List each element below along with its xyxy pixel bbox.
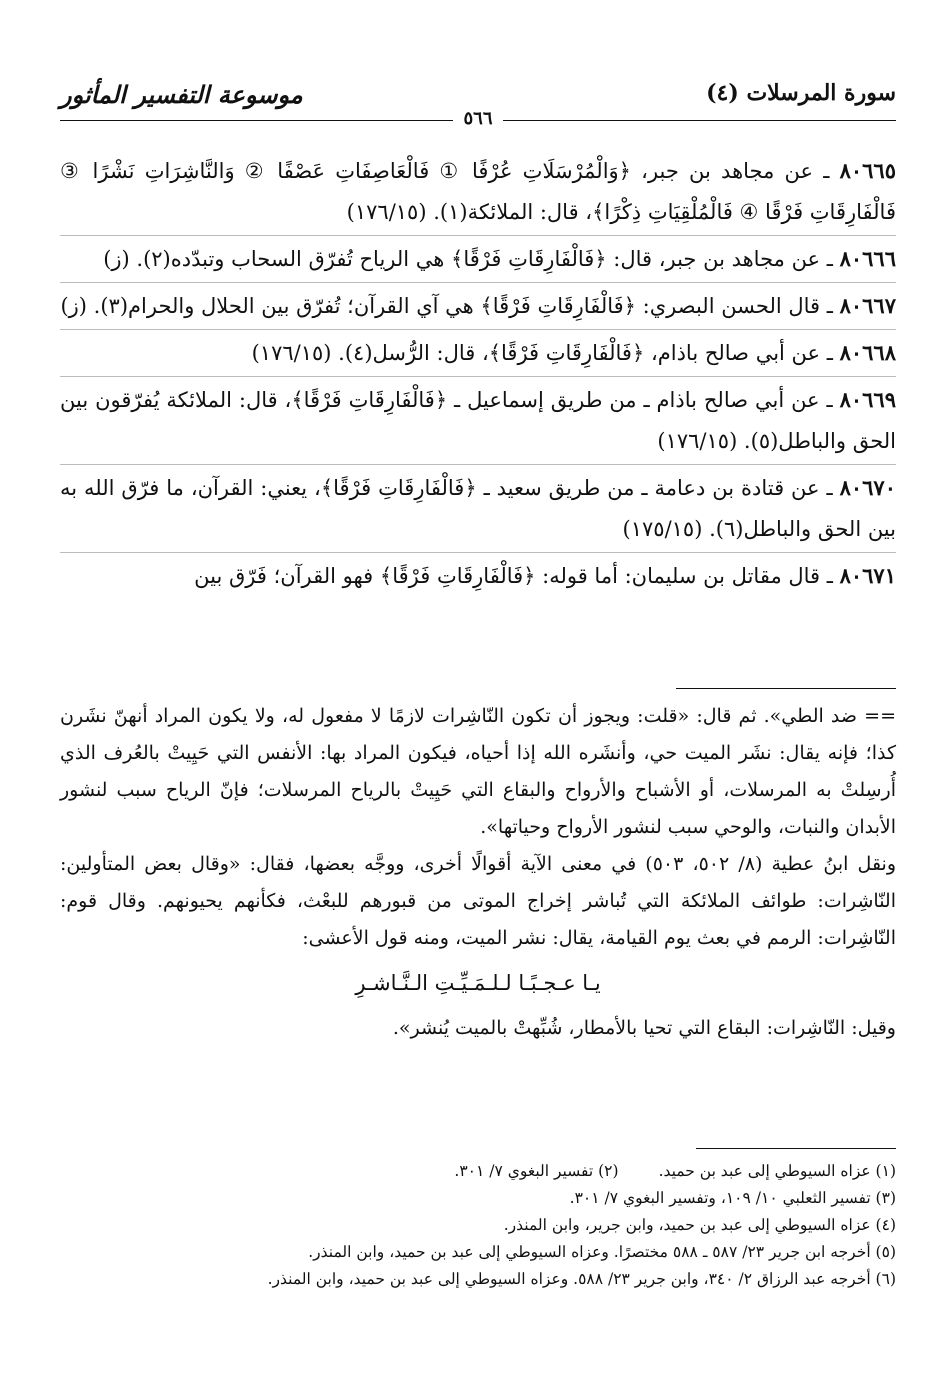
entry bbox=[60, 148, 896, 236]
entry-number: ٨٠٦٧١ bbox=[839, 563, 896, 588]
book-title: موسوعة التفسير المأثور bbox=[60, 80, 303, 109]
footnote-row bbox=[60, 1158, 896, 1185]
entry-text: ـ عن أبي صالح باذام، ﴿فَالْفَارِقَاتِ فَرْقًا﴾، قال: الرُّسل(٤). (١٧٦/١٥) bbox=[251, 341, 833, 365]
entry bbox=[60, 465, 896, 553]
entry-text: ـ عن مجاهد بن جبر، ﴿وَالْمُرْسَلَاتِ عُرْفًا ① فَالْعَاصِفَاتِ عَصْفًا ② وَالنَّاشِرَاتِ نَشْرًا ③ فَالْفَارِقَاتِ فَرْقًا ④ فَالْمُلْقِيَاتِ ذِكْرًا﴾، قال: الملائكة(١). (١٧٦/١٥) bbox=[60, 159, 896, 224]
entry-text: ـ عن أبي صالح باذام ـ من طريق إسماعيل ـ ﴿فَالْفَارِقَاتِ فَرْقًا﴾، قال: الملائكة يُفرّقون بين الحق والباطل(٥). (١٧٦/١٥) bbox=[60, 388, 896, 453]
entry-text: ـ قال الحسن البصري: ﴿فَالْفَارِقَاتِ فَرْقًا﴾ هي آي القرآن؛ تُفرّق بين الحلال والحرام(٣). (ز) bbox=[60, 294, 833, 318]
surah-title: سورة المرسلات (٤) bbox=[706, 80, 896, 106]
main-text bbox=[60, 148, 896, 599]
footnote: (١) عزاه السيوطي إلى عبد بن حميد. bbox=[658, 1162, 896, 1180]
footnote: (٢) تفسير البغوي ٧/ ٣٠١. bbox=[454, 1162, 619, 1180]
footnote-separator bbox=[696, 1148, 896, 1149]
entry bbox=[60, 236, 896, 283]
entry-number: ٨٠٦٦٦ bbox=[839, 246, 896, 271]
entry-text: ـ قال مقاتل بن سليمان: أما قوله: ﴿فَالْفَارِقَاتِ فَرْقًا﴾ فهو القرآن؛ فَرّق بين bbox=[194, 564, 833, 588]
footnote: (٦) أخرجه عبد الرزاق ٢/ ٣٤٠، وابن جرير ٢٣/ ٥٨٨. وعزاه السيوطي إلى عبد بن حميد، وابن المنذر. bbox=[267, 1270, 896, 1288]
commentary-note bbox=[60, 698, 896, 1047]
page bbox=[60, 70, 897, 1288]
entry bbox=[60, 377, 896, 465]
note-paragraph: ونقل ابنُ عطية (٨/ ٥٠٢، ٥٠٣) في معنى الآية أقوالًا أخرى، ووجَّه بعضها، فقال: «وقال بعض المتأولين: النّاشِرات: طوائف الملائكة التي تُباشر إخراج الموتى من قبورهم للبعْث، فكأنهم يحيونهم. وقال قوم: النّاشِرات: الرمم في بعث يوم القيامة، يقال: نشر الميت، ومنه قول الأعشى: bbox=[60, 853, 897, 949]
entry-number: ٨٠٦٦٩ bbox=[839, 387, 896, 412]
entry-number: ٨٠٦٦٧ bbox=[839, 293, 896, 318]
footnotes bbox=[60, 1158, 896, 1293]
entry-number: ٨٠٦٦٨ bbox=[839, 340, 896, 365]
entry bbox=[60, 330, 896, 377]
entry bbox=[60, 553, 896, 599]
poem-line: يـا عـجـبًـا لـلـمَـيِّـتِ الـنَّـاشـرِ bbox=[355, 971, 601, 995]
footnote: (٥) أخرجه ابن جرير ٢٣/ ٥٨٧ ـ ٥٨٨ مختصرًا. وعزاه السيوطي إلى عبد بن حميد، وابن المنذر. bbox=[308, 1243, 896, 1261]
note-paragraph: == ضد الطي». ثم قال: «قلت: ويجوز أن تكون النّاشِرات لازمًا لا مفعول له، ولا يكون المراد أنهنّ نشَرن كذا؛ فإنه يقال: نشَر الميت حي، وأنشَره الله إذا أحياه، فيكون المراد بها: الأنفس التي حَيِيتْ بالعُرف الذي أُرسِلتْ به المرسلات، أو الأشباح والأرواح والبقاع التي حَيِيتْ بالرياح المرسلات؛ فإنّ الرياح سبب لنشور الأبدان والنبات، والوحي سبب لنشور الأرواح وحياتها». bbox=[60, 705, 896, 838]
page-number: ٥٦٦ bbox=[453, 108, 502, 129]
entry-number: ٨٠٦٦٥ bbox=[839, 158, 896, 183]
entry-number: ٨٠٦٧٠ bbox=[839, 475, 896, 500]
page-number-wrap bbox=[60, 108, 896, 129]
page-header bbox=[60, 70, 896, 129]
note-separator bbox=[676, 688, 896, 689]
footnote: (٤) عزاه السيوطي إلى عبد بن حميد، وابن جرير، وابن المنذر. bbox=[503, 1216, 896, 1234]
footnote: (٣) تفسير الثعلبي ١٠/ ١٠٩، وتفسير البغوي ٧/ ٣٠١. bbox=[569, 1189, 896, 1207]
entry-text: ـ عن مجاهد بن جبر، قال: ﴿فَالْفَارِقَاتِ فَرْقًا﴾ هي الرياح تُفرّق السحاب وتبدّده(٢). (ز) bbox=[103, 247, 833, 271]
note-paragraph: وقيل: النّاشِرات: البقاع التي تحيا بالأمطار، شُبِّهتْ بالميت يُنشر». bbox=[392, 1017, 896, 1039]
entry bbox=[60, 283, 896, 330]
entry-text: ـ عن قتادة بن دعامة ـ من طريق سعيد ـ ﴿فَالْفَارِقَاتِ فَرْقًا﴾، يعني: القرآن، ما فرّق الله به بين الحق والباطل(٦). (١٧٥/١٥) bbox=[60, 476, 896, 541]
